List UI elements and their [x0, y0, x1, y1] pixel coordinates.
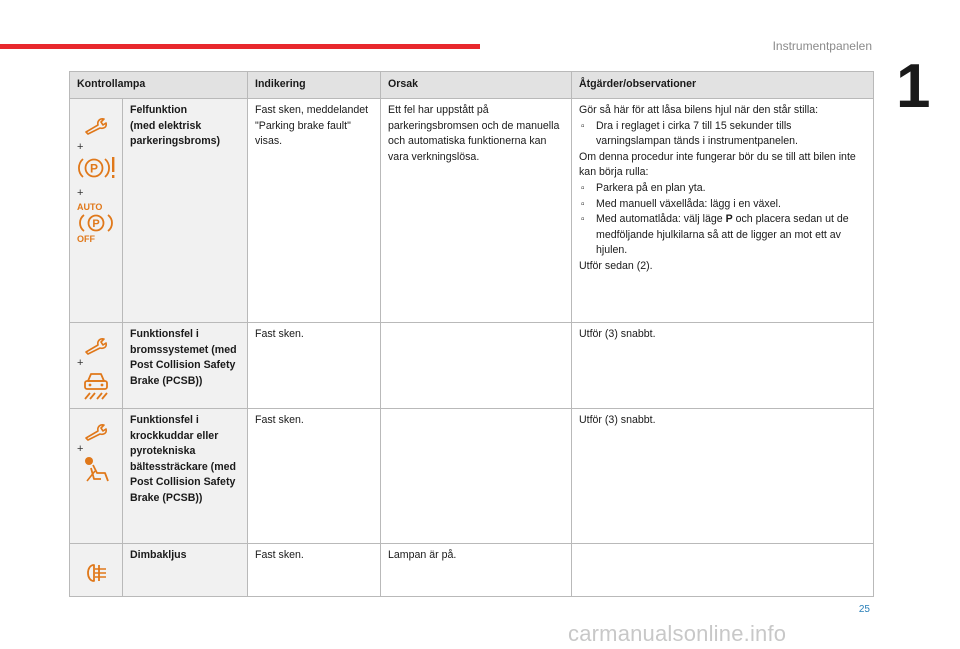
indication-text: Fast sken, meddelandet "Parking brake fault" visas. [248, 99, 381, 323]
action-text: Utför (3) snabbt. [572, 409, 874, 544]
rear-fog-light-icon [82, 562, 110, 584]
action-text: Gör så här för att låsa bilens hjul när den står stilla: ▫ Dra i reglaget i cirka 7 till 15 sekunder tills varningslampan tänds i instrumentpanelen. Om denna procedur inte fungerar bör du se till att bilen inte kan börja rulla: ▫ Parkera på en plan yta. ▫ Med manuell växellåda: lägg i en växel. ▫ Med automatlåda: välj läge P och placera sedan ut de medföljande hjulkilarna så att de ligger an mot ett av hjulen. Utför sedan (2). [572, 99, 874, 323]
svg-text:P: P [89, 161, 99, 176]
lamp-name: Funktionsfel i krockkuddar eller pyrotekniska bältessträckare (med Post Collision Safety Brake (PCSB)) [123, 409, 248, 544]
table-header-row [70, 72, 874, 99]
svg-text:P: P [92, 218, 100, 230]
indication-text: Fast sken. [248, 544, 381, 597]
list-item: ▫ Parkera på en plan yta. [579, 181, 866, 197]
list-item: ▫ Med manuell växellåda: lägg i en växel. [579, 197, 866, 213]
table-row [70, 323, 874, 409]
table-row [70, 99, 874, 323]
lamp-icon-cell [70, 323, 123, 409]
lamp-name: Dimbakljus [123, 544, 248, 597]
plus-sign: + [77, 357, 84, 369]
cause-text [381, 409, 572, 544]
post-collision-brake-icon [81, 369, 111, 403]
lamp-icon-cell [70, 409, 123, 544]
watermark: carmanualsonline.info [568, 621, 787, 646]
list-item: ▫ Med automatlåda: välj läge P och placera sedan ut de medföljande hjulkilarna så att de ligger an mot ett av hjulen. [579, 212, 866, 259]
page-number: 25 [858, 604, 870, 615]
warning-lamp-table [69, 71, 874, 597]
action-text [572, 544, 874, 597]
column-header-kontrollampa: Kontrollampa [70, 72, 248, 99]
plus-sign: + [77, 141, 84, 153]
action-text: Utför (3) snabbt. [572, 323, 874, 409]
cause-text: Ett fel har uppstått på parkeringsbromsen och de manuella och automatiska funktionerna kan vara verkningslösa. [381, 99, 572, 323]
table-row [70, 409, 874, 544]
action-list [579, 181, 866, 259]
list-item: ▫ Dra i reglaget i cirka 7 till 15 sekunder tills varningslampan tänds i instrumentpanelen. [579, 119, 866, 150]
column-header-orsak: Orsak [381, 72, 572, 99]
lamp-name: Funktionsfel i bromssystemet (med Post Collision Safety Brake (PCSB)) [123, 323, 248, 409]
plus-sign: + [77, 443, 84, 455]
table-row [70, 544, 874, 597]
wrench-icon [83, 337, 109, 355]
column-header-atgarder: Åtgärder/observationer [572, 72, 874, 99]
cause-text: Lampan är på. [381, 544, 572, 597]
cause-text [381, 323, 572, 409]
wrench-icon [83, 117, 109, 135]
wrench-icon [83, 423, 109, 441]
column-header-indikering: Indikering [248, 72, 381, 99]
plus-sign: + [77, 187, 84, 199]
auto-parking-brake-off-icon: AUTO P OFF [77, 202, 115, 244]
lamp-icon-cell [70, 544, 123, 597]
action-list [579, 119, 866, 150]
lamp-name: Felfunktion (med elektrisk parkeringsbroms) [123, 99, 248, 323]
section-title: Instrumentpanelen [772, 39, 872, 53]
parking-brake-warning-icon [77, 155, 117, 181]
indication-text: Fast sken. [248, 323, 381, 409]
header-accent-bar [0, 44, 480, 49]
airbag-belt-icon [81, 455, 111, 485]
lamp-icon-cell [70, 99, 123, 323]
chapter-number: 1 [896, 52, 931, 121]
indication-text: Fast sken. [248, 409, 381, 544]
